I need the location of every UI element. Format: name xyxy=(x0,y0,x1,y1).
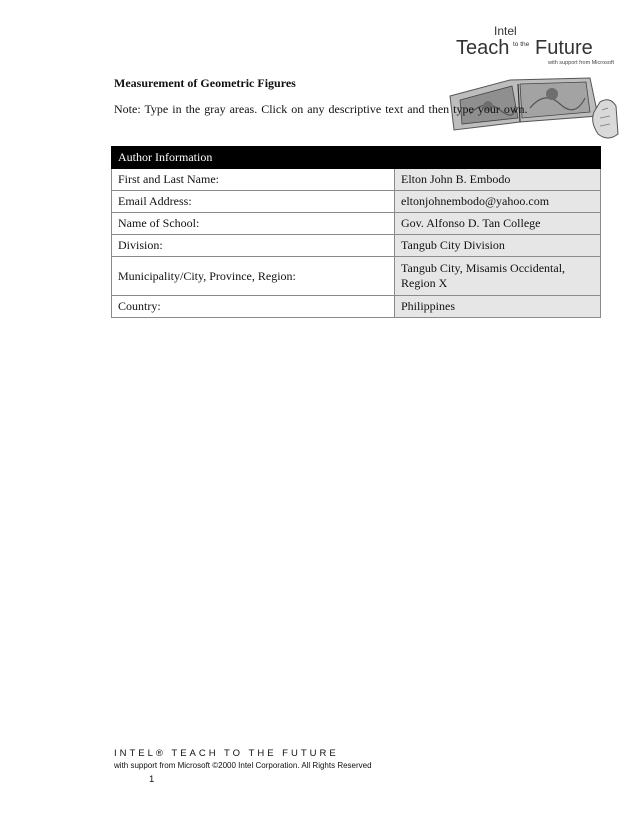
author-information-table xyxy=(111,146,601,318)
municipality-value-line1: Tangub City, Misamis Occidental, xyxy=(401,261,566,275)
table-row xyxy=(112,169,601,191)
page-footer xyxy=(114,748,372,785)
school-field[interactable]: Gov. Alfonso D. Tan College xyxy=(395,213,601,235)
table-row xyxy=(112,235,601,257)
municipality-label: Municipality/City, Province, Region: xyxy=(112,257,395,296)
footer-brand: INTEL® TEACH TO THE FUTURE xyxy=(114,748,339,759)
table-row xyxy=(112,191,601,213)
document-title: Measurement of Geometric Figures xyxy=(114,76,296,90)
logo-tothe-text: to the xyxy=(513,41,530,48)
email-field[interactable]: eltonjohnembodo@yahoo.com xyxy=(395,191,601,213)
country-field[interactable]: Philippines xyxy=(395,296,601,318)
page-number: 1 xyxy=(149,774,155,785)
logo-teach-text: Teach xyxy=(456,37,510,59)
municipality-value-line2: Region X xyxy=(401,276,448,290)
table-row xyxy=(112,296,601,318)
name-label: First and Last Name: xyxy=(112,169,395,191)
logo-future-text: Future xyxy=(535,37,593,59)
country-label: Country: xyxy=(112,296,395,318)
footer-copyright: with support from Microsoft ©2000 Intel Corporation. All Rights Reserved xyxy=(114,761,372,770)
school-label: Name of School: xyxy=(112,213,395,235)
name-field[interactable]: Elton John B. Embodo xyxy=(395,169,601,191)
municipality-field[interactable] xyxy=(395,257,601,296)
logo-intel-text: Intel xyxy=(494,24,517,38)
table-header-row xyxy=(112,147,601,169)
table-row xyxy=(112,257,601,296)
table-row xyxy=(112,213,601,235)
logo-support-text: with support from Microsoft xyxy=(548,60,615,66)
division-label: Division: xyxy=(112,235,395,257)
instruction-note: Note: Type in the gray areas. Click on any descriptive text and then type your own. xyxy=(114,102,528,116)
email-label: Email Address: xyxy=(112,191,395,213)
intel-teach-logo xyxy=(440,18,620,150)
division-field[interactable]: Tangub City Division xyxy=(395,235,601,257)
hand-illustration xyxy=(593,100,618,138)
table-header: Author Information xyxy=(112,147,601,169)
